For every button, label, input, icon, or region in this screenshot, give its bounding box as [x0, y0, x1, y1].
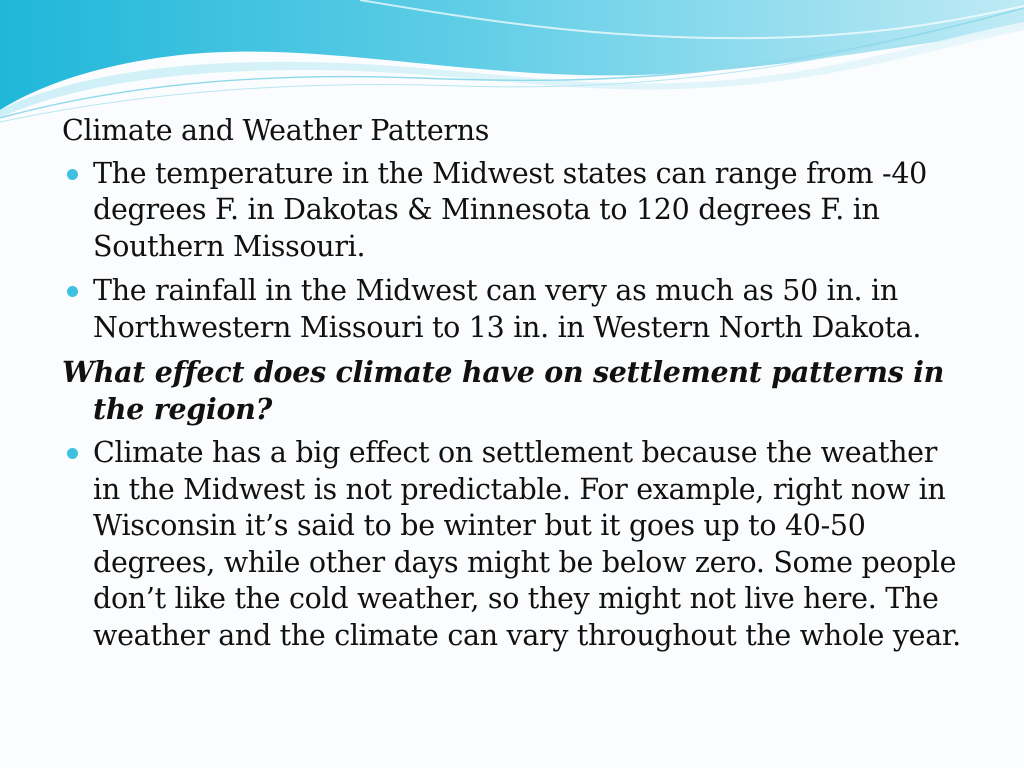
bullet-text: Climate has a big effect on settlement because the weather in the Midwest is not predictable. For example, right now in Wisconsin it’s said to be winter but it goes up to 40-50 degrees, while other days might be below zero. Some people don’t like the cold weather, so they might not live here. The weather and the climate can vary throughout the whole year. — [93, 436, 961, 652]
bullet-dot-icon — [67, 286, 78, 297]
bullet-item-temperature — [62, 156, 962, 266]
bullet-text: The rainfall in the Midwest can very as much as 50 in. in Northwestern Missouri to 13 in. in Western North Dakota. — [93, 274, 922, 344]
bullet-item-rainfall — [62, 273, 962, 346]
question-heading: What effect does climate have on settlement patterns in the region? — [62, 355, 945, 426]
bullet-dot-icon — [67, 448, 78, 459]
wave-decoration — [0, 0, 1024, 125]
slide-heading: Climate and Weather Patterns — [62, 114, 490, 147]
slide-content — [62, 113, 962, 662]
bullet-dot-icon — [67, 169, 78, 180]
bullet-text: The temperature in the Midwest states can range from -40 degrees F. in Dakotas & Minnesota to 120 degrees F. in Southern Missouri. — [93, 156, 928, 263]
bullet-item-answer — [62, 435, 962, 654]
